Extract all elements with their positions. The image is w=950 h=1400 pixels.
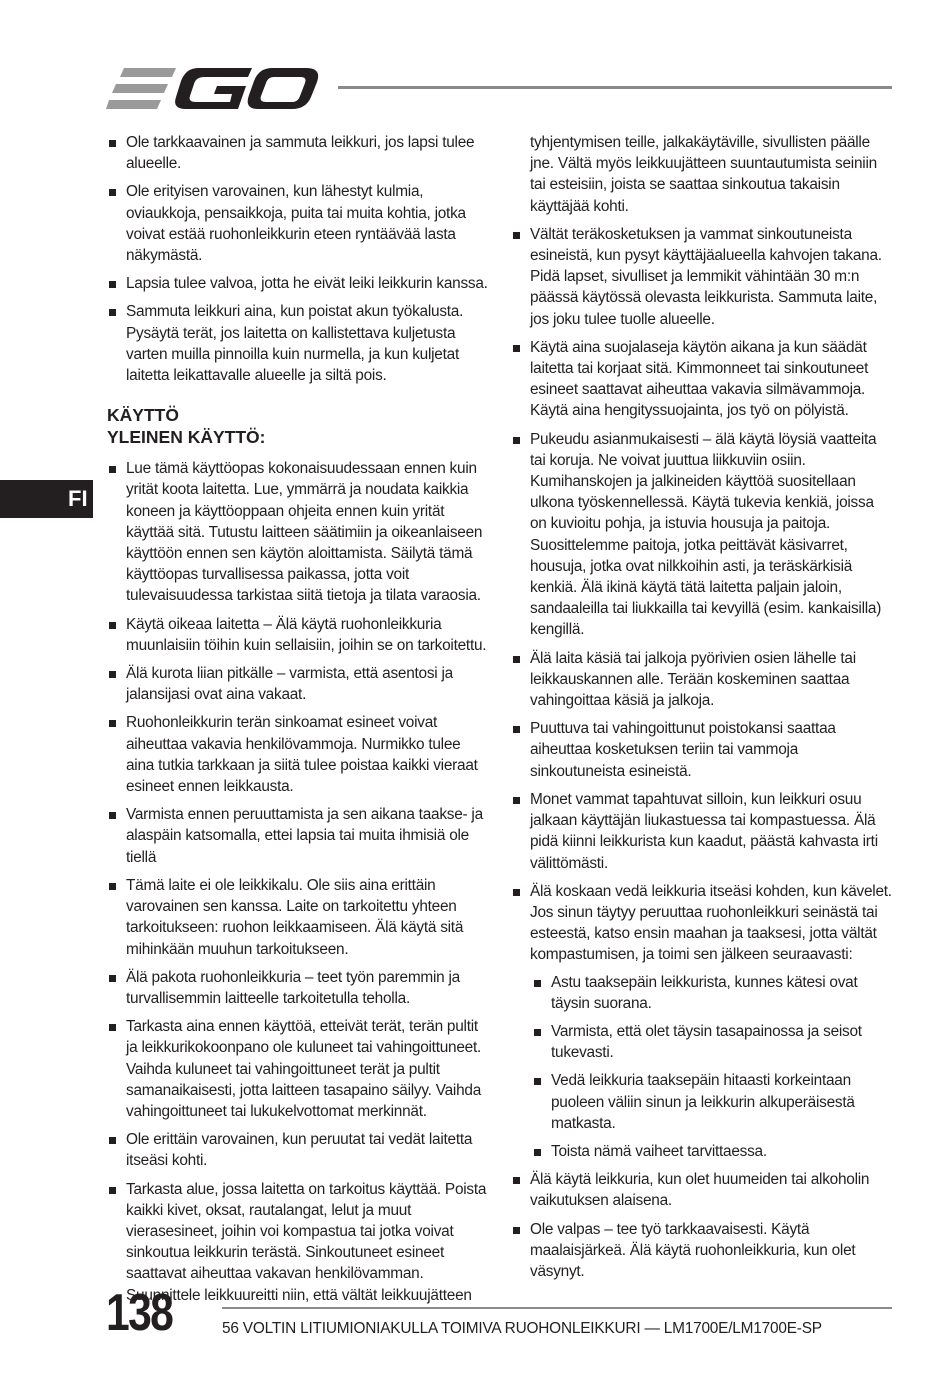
list-item-text: Älä koskaan vedä leikkuria itseäsi kohden, kun kävelet. Jos sinun täytyy peruuttaa ruohonleikkuri seinästä tai esteestä, katso ensin maahan ja taaksesi, jotta vältät kompastumisen, ja toimi sen jälkeen seuraavasti: bbox=[530, 882, 892, 964]
list-item: Tarkasta aina ennen käyttöä, etteivät terät, terän pultit ja leikkurikokoonpano ole kuluneet tai vahingoittuneet. Vaihda kuluneet tai vahingoittuneet terät ja pultit samanaikaisesti, jotta laitteen tasapaino säilyy. Vaihda vahingoittuneet tai lukukelvottomat merkinnät. bbox=[107, 1016, 492, 1122]
sub-bullet-list bbox=[530, 972, 894, 1163]
list-item: Ole erityisen varovainen, kun lähestyt kulmia, oviaukkoja, pensaikkoja, puita tai muita kohtia, jotka voivat estää ruohonleikkurin eteen ryntäävää lasta näkymästä. bbox=[107, 181, 492, 266]
continued-paragraph: tyhjentymisen teille, jalkakäytäville, sivullisten päälle jne. Vältä myös leikkuujätteen suuntautumista seiniin tai esteisiin, joista se saattaa sinkoutua takaisin käyttäjää kohti. bbox=[530, 134, 877, 215]
list-item: Tämä laite ei ole leikkikalu. Ole siis aina erittäin varovainen sen kanssa. Laite on tarkoitettu yhteen tarkoitukseen: ruohon leikkaamiseen. Älä käytä sitä mihinkään muuhun tarkoitukseen. bbox=[107, 875, 492, 960]
right-column bbox=[511, 132, 894, 1289]
list-item: Älä pakota ruohonleikkuria – teet työn paremmin ja turvallisemmin laitteelle tarkoitetulla teholla. bbox=[107, 967, 492, 1009]
top-bullet-list bbox=[107, 132, 492, 386]
list-item: Käytä aina suojalaseja käytön aikana ja kun säädät laitetta tai korjaat sitä. Kimmonneet tai sinkoutuneet esineet saattavat aiheuttaa vakavia silmävammoja. Käytä aina hengityssuojainta, jos työ on pölyistä. bbox=[511, 337, 894, 422]
list-item: Pukeudu asianmukaisesti – älä käytä löysiä vaatteita tai koruja. Ne voivat juuttua liikkuviin osiin. Kumihanskojen ja jalkineiden käyttöä suositellaan ulkona työskennellessä. Käytä tukevia kenkiä, joissa on kuvioitu pohja, ja istuvia housuja ja paitoja. Suosittelemme paitoja, jotka peittävät käsivarret, housuja, jotka ovat nilkkoihin asti, ja teräskärkisiä kenkiä. Älä ikinä käytä tätä laitetta paljain jaloin, sandaaleilla tai liukkailla tai kevyillä (esim. kankaisilla) kengillä. bbox=[511, 429, 894, 641]
list-item: Ruohonleikkurin terän sinkoamat esineet voivat aiheuttaa vakavia henkilövammoja. Nurmikko tulee aina tutkia tarkkaan ja siitä tulee poistaa kaikki vieraat esineet ennen leikkausta. bbox=[107, 712, 492, 797]
sub-list-item: Varmista, että olet täysin tasapainossa ja seisot tukevasti. bbox=[530, 1021, 894, 1063]
list-item: Sammuta leikkuri aina, kun poistat akun työkalusta. Pysäytä terät, jos laitetta on kallistettava kuljetusta varten muilla pinnoilla kuin nurmella, ja kun kuljetat laitetta leikattavalle alueelle ja siltä pois. bbox=[107, 301, 492, 386]
list-item: Älä kurota liian pitkälle – varmista, että asentosi ja jalansijasi ovat aina vakaat. bbox=[107, 663, 492, 705]
list-item: Vältät teräkosketuksen ja vammat sinkoutuneista esineistä, kun pysyt käyttäjäalueella kahvojen takana. Pidä lapset, sivulliset ja lemmikit vähintään 30 m:n päässä käytössä olevasta leikkurista. Sammuta laite, jos joku tulee tuolle alueelle. bbox=[511, 224, 894, 330]
list-item: Ole erittäin varovainen, kun peruutat tai vedät laitetta itseäsi kohti. bbox=[107, 1129, 492, 1171]
list-item: Lue tämä käyttöopas kokonaisuudessaan ennen kuin yrität koota laitetta. Lue, ymmärrä ja noudata kaikkia koneen ja käyttöoppaan ohjeita ennen kuin yrität käyttää sitä. Tutustu laitteen säätimiin ja oikeanlaiseen käyttöön ennen sen käytön aloittamista. Säilytä tämä käyttöopas turvallisessa paikassa, jotta voit tulevaisuudessa tarkistaa siitä tietoja ja tilata varaosia. bbox=[107, 458, 492, 606]
sub-list-item: Toista nämä vaiheet tarvittaessa. bbox=[530, 1141, 894, 1162]
left-column bbox=[107, 132, 492, 1313]
list-item: Ole tarkkaavainen ja sammuta leikkuri, jos lapsi tulee alueelle. bbox=[107, 132, 492, 174]
section-subtitle: YLEINEN KÄYTTÖ: bbox=[107, 427, 266, 448]
ego-logo bbox=[106, 62, 320, 114]
sub-list-item: Vedä leikkuria taaksepäin hitaasti korkeintaan puoleen väliin sinun ja leikkurin alkuperäisestä matkasta. bbox=[530, 1070, 894, 1134]
page-number: 138 bbox=[106, 1284, 173, 1342]
list-item: Puuttuva tai vahingoittunut poistokansi saattaa aiheuttaa kosketuksen teriin tai vammoja sinkoutuneista esineistä. bbox=[511, 718, 894, 782]
list-item: Monet vammat tapahtuvat silloin, kun leikkuri osuu jalkaan käyttäjän liukastuessa tai kompastuessa. Älä pidä kiinni leikkurista kun kaadut, päästä kahvasta irti välittömästi. bbox=[511, 789, 894, 874]
footer-rule bbox=[222, 1307, 892, 1309]
list-item: Älä laita käsiä tai jalkoja pyörivien osien lähelle tai leikkauskannen alle. Terään koskeminen saattaa vahingoittaa käsiä ja jalkoja. bbox=[511, 648, 894, 712]
list-item: Lapsia tulee valvoa, jotta he eivät leiki leikkurin kanssa. bbox=[107, 273, 492, 294]
right-bullet-list bbox=[511, 224, 894, 1282]
section-heading bbox=[107, 404, 492, 448]
list-item: Käytä oikeaa laitetta – Älä käytä ruohonleikkuria muunlaisiin töihin kuin sellaisiin, joihin se on tarkoitettu. bbox=[107, 614, 492, 656]
list-item: Varmista ennen peruuttamista ja sen aikana taakse- ja alaspäin katsomalla, ettei lapsia tai muita ihmisiä ole tiellä bbox=[107, 804, 492, 868]
sub-list-item: Astu taaksepäin leikkurista, kunnes kätesi ovat täysin suorana. bbox=[530, 972, 894, 1014]
section-title: KÄYTTÖ bbox=[107, 405, 179, 426]
usage-bullet-list bbox=[107, 458, 492, 1306]
list-item bbox=[511, 881, 894, 1162]
list-item: Ole valpas – tee työ tarkkaavaisesti. Käytä maalaisjärkeä. Älä käytä ruohonleikkuria, kun olet väsynyt. bbox=[511, 1219, 894, 1283]
language-tab: FI bbox=[0, 480, 93, 518]
header-rule bbox=[338, 86, 892, 89]
footer-title: 56 VOLTIN LITIUMIONIAKULLA TOIMIVA RUOHONLEIKKURI — LM1700E/LM1700E-SP bbox=[222, 1320, 822, 1337]
list-item: Tarkasta alue, jossa laitetta on tarkoitus käyttää. Poista kaikki kivet, oksat, rautalangat, lelut ja muut vierasesineet, joihin voi kompastua tai jotka voivat sinkoutua leikkurin terästä. Sinkoutuneet esineet saattavat aiheuttaa vakavan henkilövamman. Suunnittele leikkuureitti niin, että vältät leikkuujätteen bbox=[107, 1179, 492, 1306]
list-item: Älä käytä leikkuria, kun olet huumeiden tai alkoholin vaikutuksen alaisena. bbox=[511, 1169, 894, 1211]
